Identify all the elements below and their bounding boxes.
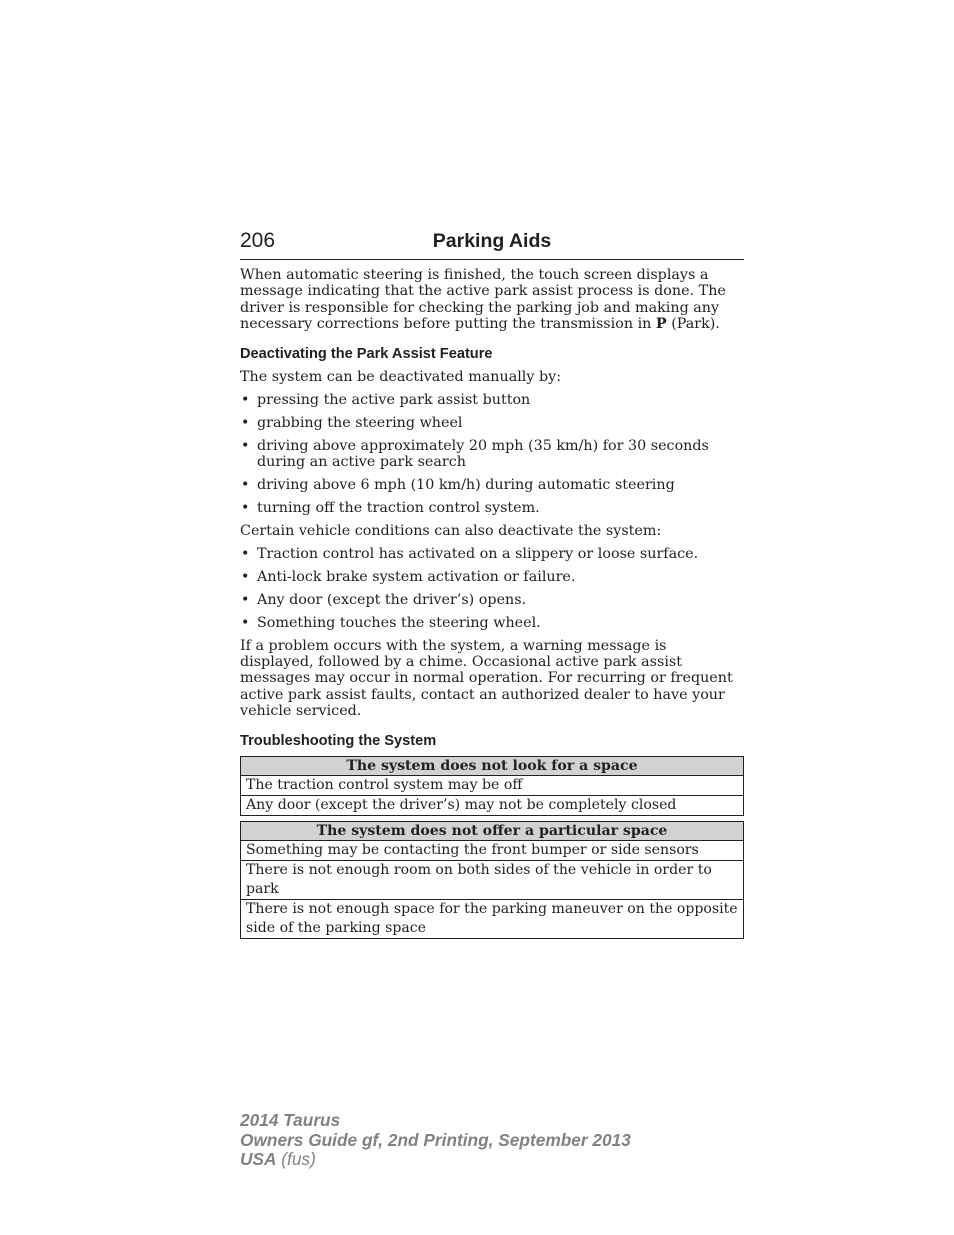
table-row: There is not enough space for the parking maneuver on the opposite side of the parking space xyxy=(241,900,744,939)
list-item: • Anti-lock brake system activation or failure. xyxy=(241,568,576,585)
conditions-intro: Certain vehicle conditions can also deactivate the system: xyxy=(240,522,662,539)
table-header: The system does not offer a particular space xyxy=(241,822,744,841)
table-row: The traction control system may be off xyxy=(241,776,744,796)
manual-intro: The system can be deactivated manually by: xyxy=(240,369,562,386)
troubleshooting-table-no-offer xyxy=(240,821,744,939)
page-header xyxy=(240,229,744,260)
footer-edition: Owners Guide gf, 2nd Printing, September 2013 xyxy=(240,1129,631,1150)
list-item: • pressing the active park assist button xyxy=(241,392,531,409)
list-item: • grabbing the steering wheel xyxy=(241,414,463,431)
deactivating-heading: Deactivating the Park Assist Feature xyxy=(240,345,493,362)
troubleshooting-table-no-search xyxy=(240,756,744,816)
condition-list xyxy=(240,546,744,631)
bullet-icon: • xyxy=(241,392,250,409)
manual-deactivation-list xyxy=(240,392,744,516)
list-item: • Something touches the steering wheel. xyxy=(241,614,541,631)
table-row: Any door (except the driver’s) may not be completely closed xyxy=(241,796,744,816)
footer-model: 2014 Taurus xyxy=(240,1110,341,1130)
table-header: The system does not look for a space xyxy=(241,757,744,776)
footer-market: USA (fus) xyxy=(240,1149,316,1169)
list-item: • driving above approximately 20 mph (35 km/h) for 30 seconds during an active park search xyxy=(241,437,709,471)
list-item: • turning off the traction control system. xyxy=(241,500,540,517)
table-row: There is not enough room on both sides of the vehicle in order to park xyxy=(241,861,744,900)
bullet-icon: • xyxy=(241,614,250,631)
page-footer xyxy=(240,1111,631,1170)
list-item: • Any door (except the driver’s) opens. xyxy=(241,591,527,608)
table-row: Something may be contacting the front bumper or side sensors xyxy=(241,841,744,861)
page-content xyxy=(240,267,744,939)
section-title: Parking Aids xyxy=(432,230,552,252)
bullet-icon: • xyxy=(241,477,250,494)
troubleshooting-heading: Troubleshooting the System xyxy=(240,732,437,749)
intro-paragraph: When automatic steering is finished, the touch screen displays a message indicating that the active park assist process is done. The driver is responsible for checking the parking job and making any necessary corrections before putting the transmission in P (Park). xyxy=(240,267,726,333)
bullet-icon: • xyxy=(241,568,250,585)
park-gear-letter: P xyxy=(655,316,667,333)
list-item: • Traction control has activated on a slippery or loose surface. xyxy=(241,545,699,562)
page-number: 206 xyxy=(240,229,276,252)
bullet-icon: • xyxy=(241,500,250,517)
bullet-icon: • xyxy=(241,591,250,608)
list-item: • driving above 6 mph (10 km/h) during automatic steering xyxy=(241,477,675,494)
bullet-icon: • xyxy=(241,437,250,454)
bullet-icon: • xyxy=(241,545,250,562)
bullet-icon: • xyxy=(241,414,250,431)
problem-paragraph: If a problem occurs with the system, a warning message is displayed, followed by a chime. Occasional active park assist messages may occur in normal operation. For recurring or frequent active park assist faults, contact an authorized dealer to have your vehicle serviced. xyxy=(240,637,733,720)
